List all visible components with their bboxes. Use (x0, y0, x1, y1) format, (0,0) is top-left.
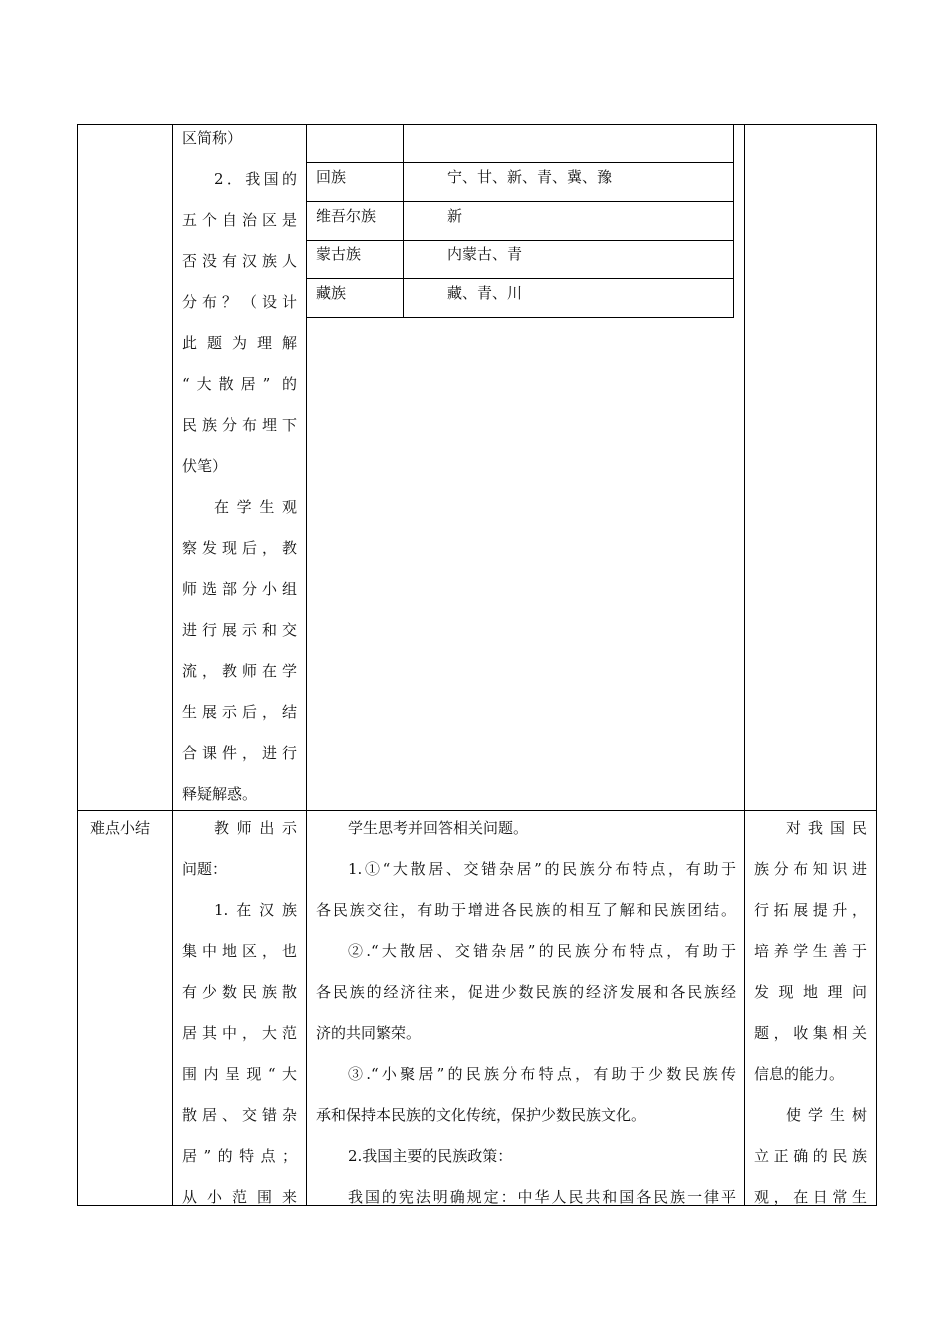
text-line: ③.“小聚居”的民族分布特点，有助于少数民族传 (348, 1065, 736, 1083)
text-line: 释疑解惑。 (182, 785, 258, 803)
text-line: 各民族的经济往来，促进少数民族的经济发展和各民族经 (316, 983, 736, 1001)
inner-table-provinces: 新 (447, 207, 463, 225)
text-line: 2.我国主要的民族政策： (348, 1147, 513, 1165)
text-line: 行拓展提升， (754, 901, 867, 919)
text-line: 伏笔） (182, 457, 228, 475)
inner-table-col (403, 124, 404, 318)
text-line: 教师出示 (214, 819, 297, 837)
activity-text (182, 118, 297, 815)
text-line: 居其中，大范 (182, 1024, 297, 1042)
text-line: 在学生观 (214, 498, 297, 516)
section-label: 难点小结 (90, 819, 151, 837)
col-border-3 (306, 124, 307, 1206)
text-line: 居”的特点； (182, 1147, 297, 1165)
text-line: 合课件，进行 (182, 744, 297, 762)
text-line: 师选部分小组 (182, 580, 297, 598)
inner-table-ethnic: 藏族 (316, 284, 347, 302)
text-line: 2．我国的 (214, 170, 297, 188)
inner-table-line (306, 317, 733, 318)
text-line: 有少数民族散 (182, 983, 297, 1001)
inner-table-provinces: 藏、青、川 (447, 284, 523, 302)
text-line: 生展示后，结 (182, 703, 297, 721)
purpose-text (754, 808, 867, 1218)
text-line: 观，在日常生 (754, 1188, 867, 1206)
inner-table-line (306, 278, 733, 279)
text-line: 问题： (182, 860, 228, 878)
inner-table-ethnic: 回族 (316, 168, 347, 186)
text-line: 族分布知识进 (754, 860, 867, 878)
text-line: 此题为理解 (182, 334, 297, 352)
text-line: 1.①“大散居、交错杂居”的民族分布特点，有助于 (348, 860, 736, 878)
inner-table-provinces: 内蒙古、青 (447, 245, 523, 263)
student-text (316, 808, 736, 1218)
text-line: 济的共同繁荣。 (316, 1024, 422, 1042)
text-line: 区简称） (182, 129, 243, 147)
text-line: 我国的宪法明确规定：中华人民共和国各民族一律平 (348, 1188, 736, 1206)
text-line: 使学生树 (786, 1106, 867, 1124)
inner-table-right (733, 124, 734, 318)
col-border-4 (744, 124, 745, 1206)
text-line: 各民族交往，有助于增进各民族的相互了解和民族团结。 (316, 901, 736, 919)
text-line: 流，教师在学 (182, 662, 297, 680)
inner-table-ethnic: 维吾尔族 (316, 207, 377, 225)
text-line: 集中地区，也 (182, 942, 297, 960)
col-border-5 (876, 124, 877, 1206)
inner-table-line (306, 162, 733, 163)
inner-table-ethnic: 蒙古族 (316, 245, 362, 263)
text-line: 承和保持本民族的文化传统，保护少数民族文化。 (316, 1106, 647, 1124)
text-line: 培养学生善于 (754, 942, 867, 960)
text-line: 发现地理问 (754, 983, 867, 1001)
inner-table-line (306, 240, 733, 241)
text-line: 否没有汉族人 (182, 252, 297, 270)
teacher-text (182, 808, 297, 1218)
text-line: 进行展示和交 (182, 621, 297, 639)
text-line: 分布？（设计 (182, 293, 297, 311)
text-line: 民族分布埋下 (182, 416, 297, 434)
text-line: 对我国民 (786, 819, 867, 837)
text-line: 信息的能力。 (754, 1065, 845, 1083)
text-line: 从小范围来 (182, 1188, 297, 1206)
text-line: 学生思考并回答相关问题。 (348, 819, 529, 837)
inner-table-provinces: 宁、甘、新、青、冀、豫 (447, 168, 613, 186)
text-line: 立正确的民族 (754, 1147, 867, 1165)
text-line: 散居、交错杂 (182, 1106, 297, 1124)
text-line: 题，收集相关 (754, 1024, 867, 1042)
col-border-2 (172, 124, 173, 1206)
text-line: 1.在汉族 (214, 901, 297, 919)
text-line: 围内呈现“大 (182, 1065, 297, 1083)
text-line: 五个自治区是 (182, 211, 297, 229)
text-line: “大散居” 的 (182, 375, 297, 393)
text-line: ②.“大散居、交错杂居”的民族分布特点，有助于 (348, 942, 736, 960)
inner-table-line (306, 201, 733, 202)
col-border-1 (77, 124, 78, 1206)
text-line: 察发现后，教 (182, 539, 297, 557)
